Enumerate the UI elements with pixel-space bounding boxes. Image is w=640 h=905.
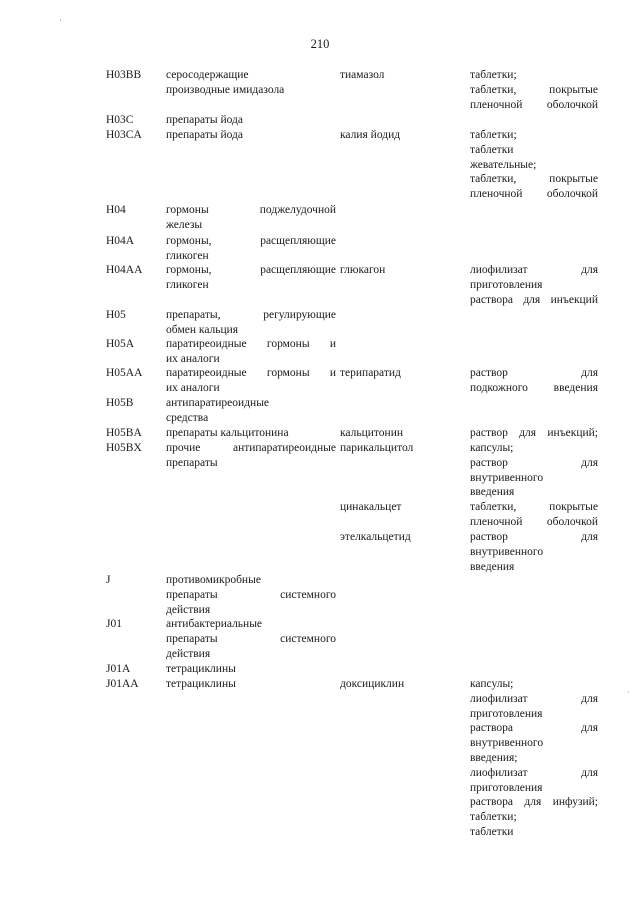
dosage-form-line-word: внутривенного [470, 545, 544, 558]
dosage-form-line-word: раствора [470, 722, 513, 735]
anatomical-therapeutic-group [166, 573, 336, 617]
page-number: 210 [310, 37, 330, 51]
dosage-form-line [470, 781, 598, 796]
dosage-form-line-word: таблетки [470, 143, 514, 156]
dosage-form-line-word: введения [470, 486, 515, 499]
dosage-form-line-word: введения [470, 560, 515, 573]
dosage-form-line-word: жевательные; [470, 158, 537, 171]
dosage-form-line [470, 68, 598, 83]
dosage-form-line-word: для [581, 766, 598, 779]
group-line: препараты йода [166, 129, 243, 141]
drug-line: парикальцитол [340, 442, 414, 454]
dosage-form-line [470, 707, 598, 722]
drug-line: терипаратид [340, 367, 401, 379]
dosage-form-line-word: лиофилизат [470, 264, 528, 276]
dosage-forms [470, 263, 598, 307]
group-line-word: препараты [166, 632, 218, 645]
anatomical-therapeutic-group [166, 337, 336, 367]
group-line [166, 366, 336, 381]
dosage-form-line [470, 366, 598, 381]
table-row [106, 530, 598, 573]
drug-line: калия йодид [340, 129, 401, 141]
anatomical-therapeutic-group [166, 113, 336, 128]
dosage-form-line [470, 825, 598, 840]
anatomical-therapeutic-group [166, 263, 336, 293]
dosage-form-line-word: таблетки [470, 825, 514, 838]
group-line: противомикробные [166, 574, 261, 586]
table-row [106, 203, 598, 234]
dosage-form-line-word: пленочной оболочкой [470, 98, 598, 111]
atc-code: H05B [106, 397, 134, 409]
group-line: гликоген [166, 249, 209, 262]
dosage-forms [470, 426, 598, 441]
drug-name [340, 677, 468, 692]
dosage-form-line-word: приготовления [470, 707, 543, 720]
dosage-form-line [470, 545, 598, 560]
table-row [106, 662, 598, 677]
dosage-form-line [470, 426, 598, 441]
dosage-form-line-word: для [581, 456, 598, 469]
table-row [106, 308, 598, 337]
group-line: препараты кальцитонина [166, 427, 289, 439]
dosage-form-line [470, 530, 598, 545]
table-row [106, 113, 598, 128]
atc-code: J [106, 574, 111, 586]
dosage-form-line-word: покрытые [549, 83, 598, 96]
anatomical-therapeutic-group [166, 662, 336, 677]
dosage-forms [470, 128, 598, 202]
table-row [106, 337, 598, 366]
dosage-form-line [470, 441, 598, 456]
group-line-word: системного [280, 632, 336, 645]
group-line: тетрациклины [166, 678, 236, 690]
drug-line: кальцитонин [340, 427, 403, 439]
group-line-word: поджелудочной [259, 204, 336, 216]
dosage-form-line-word: таблетки, [470, 83, 517, 96]
atc-code: H04 [106, 204, 126, 216]
group-line: препараты йода [166, 114, 243, 126]
dosage-form-line-word: таблетки, [470, 173, 517, 186]
dosage-form-line-word: подкожного введения [470, 381, 598, 394]
group-line [166, 308, 336, 323]
group-line: тетрациклины [166, 663, 236, 675]
anatomical-therapeutic-group [166, 234, 336, 264]
table-row [106, 500, 598, 530]
drug-line: тиамазол [340, 69, 385, 81]
group-line: антипаратиреоидные [166, 397, 270, 409]
group-line [166, 441, 336, 456]
dosage-form-line-word: таблетки; [470, 129, 517, 141]
dosage-form-line-word: пленочной оболочкой [470, 188, 598, 201]
dosage-form-line-word: для [581, 722, 598, 735]
anatomical-therapeutic-group [166, 128, 336, 143]
dosage-form-line-word: для [581, 531, 598, 543]
dosage-form-line-word: капсулы; [470, 678, 514, 690]
drug-line: этелкальцетид [340, 531, 411, 543]
dosage-form-line [470, 456, 598, 471]
group-line [166, 203, 336, 218]
dosage-forms [470, 677, 598, 840]
table-row [106, 677, 598, 847]
group-line-word: антипаратиреоидные [232, 442, 336, 454]
atc-code: H03C [106, 114, 134, 126]
table-row [106, 263, 598, 308]
dosage-form-line [470, 381, 598, 396]
dosage-form-line [470, 810, 598, 825]
drug-name [340, 128, 468, 143]
drug-name [340, 500, 468, 515]
dosage-form-line-word: для [581, 367, 598, 379]
atc-code: H05A [106, 338, 135, 350]
group-line-word: регулирующие [263, 309, 336, 321]
dosage-form-line [470, 143, 598, 158]
dosage-form-line [470, 500, 598, 515]
dosage-form-line-word: покрытые [549, 501, 598, 513]
group-line-word: гормоны, [166, 264, 212, 276]
atc-code: H04AA [106, 264, 143, 276]
group-line-word: расщепляющие [260, 264, 336, 276]
dosage-form-line [470, 83, 598, 98]
anatomical-therapeutic-group [166, 426, 336, 441]
dosage-form-line-word: покрытые [549, 173, 598, 186]
atc-code: H04A [106, 235, 135, 247]
drug-name [340, 263, 468, 278]
anatomical-therapeutic-group [166, 677, 336, 692]
table-row [106, 366, 598, 396]
drug-name [340, 366, 468, 381]
dosage-form-line-word: внутривенного [470, 737, 544, 750]
dosage-form-line-word: таблетки; [470, 69, 517, 81]
group-line-word: препараты [166, 588, 218, 601]
dosage-form-line [470, 158, 598, 173]
dosage-forms [470, 500, 598, 530]
atc-code: H03BB [106, 69, 142, 81]
dosage-form-line-word: раствор [470, 456, 508, 469]
drug-name [340, 426, 468, 441]
drug-name [340, 530, 468, 545]
dosage-form-line [470, 721, 598, 736]
dosage-form-line [470, 471, 598, 486]
dosage-form-line [470, 692, 598, 707]
group-line [166, 632, 336, 647]
dosage-form-line-word: раствор [470, 367, 508, 379]
group-line: антибактериальные [166, 618, 263, 630]
anatomical-therapeutic-group [166, 68, 336, 98]
group-line-word: гормоны [166, 204, 209, 216]
anatomical-therapeutic-group [166, 441, 336, 471]
atc-code: H05AA [106, 367, 143, 379]
group-line [166, 234, 336, 249]
dosage-form-line [470, 751, 598, 766]
dosage-form-line [470, 278, 598, 293]
anatomical-therapeutic-group [166, 308, 336, 338]
dosage-forms [470, 68, 598, 112]
drug-name [340, 441, 468, 456]
dosage-form-line [470, 766, 598, 781]
dosage-form-line-word: для [581, 264, 598, 276]
dosage-form-line [470, 293, 598, 308]
dosage-form-line [470, 98, 598, 113]
group-line: препараты [166, 456, 218, 469]
group-line [166, 263, 336, 278]
drug-line: цинакальцет [340, 501, 402, 513]
dosage-forms [470, 530, 598, 574]
anatomical-therapeutic-group [166, 366, 336, 396]
atc-code: J01AA [106, 678, 139, 690]
dosage-form-line-word: раствора для инфузий; [470, 796, 598, 809]
dosage-form-line-word: пленочной оболочкой [470, 515, 598, 528]
dosage-form-line-word: лиофилизат [470, 766, 528, 779]
dosage-form-line-word: введения; [470, 751, 518, 764]
anatomical-therapeutic-group [166, 203, 336, 233]
anatomical-therapeutic-group [166, 396, 336, 426]
dosage-form-line-word: приготовления [470, 278, 543, 291]
group-line: обмен кальция [166, 323, 239, 336]
table-row [106, 234, 598, 263]
table-row [106, 426, 598, 441]
dosage-forms [470, 366, 598, 396]
table-row [106, 128, 598, 203]
group-line-word: гормоны [266, 367, 310, 379]
drug-line: глюкагон [340, 264, 386, 276]
dosage-form-line [470, 263, 598, 278]
atc-code: H05 [106, 309, 126, 321]
dosage-form-line-word: таблетки; [470, 811, 517, 824]
dosage-form-line-word: для [581, 692, 598, 705]
dosage-form-line-word: раствор для инъекций; [470, 427, 598, 439]
drug-line: доксициклин [340, 678, 405, 690]
group-line: их аналоги [166, 352, 220, 365]
group-line-word: и [329, 367, 337, 379]
group-line-word: системного [280, 588, 336, 601]
anatomical-therapeutic-group [166, 617, 336, 661]
dosage-form-line-word: таблетки, [470, 501, 517, 513]
scan-margin-mark: ' [60, 18, 62, 27]
drug-name [340, 68, 468, 83]
dosage-form-line [470, 128, 598, 143]
group-line-word: и [329, 338, 337, 350]
group-line: серосодержащие [166, 69, 249, 81]
dosage-form-line-word: капсулы; [470, 442, 514, 454]
table-row [106, 617, 598, 662]
group-line: гликоген [166, 278, 209, 291]
group-line: производные имидазола [166, 83, 285, 96]
group-line: действия [166, 647, 211, 660]
group-line-word: препараты, [166, 309, 221, 321]
scan-margin-mark: · [627, 688, 630, 697]
group-line [166, 588, 336, 603]
drug-classification-table [106, 68, 598, 847]
atc-code: H03CA [106, 129, 142, 141]
group-line: их аналоги [166, 381, 220, 394]
dosage-form-line [470, 485, 598, 500]
dosage-form-line [470, 677, 598, 692]
dosage-form-line [470, 187, 598, 202]
table-row [106, 573, 598, 617]
dosage-form-line [470, 515, 598, 530]
atc-code: H05BX [106, 442, 142, 454]
dosage-forms [470, 441, 598, 500]
group-line-word: расщепляющие [260, 235, 336, 247]
dosage-form-line [470, 736, 598, 751]
group-line-word: прочие [166, 442, 201, 454]
atc-code: J01 [106, 618, 122, 630]
group-line-word: гормоны, [166, 235, 212, 247]
group-line: действия [166, 603, 211, 616]
dosage-form-line-word: внутривенного [470, 471, 544, 484]
table-row [106, 396, 598, 426]
dosage-form-line-word: лиофилизат [470, 692, 528, 705]
dosage-form-line-word: приготовления [470, 781, 543, 794]
atc-code: J01A [106, 663, 131, 675]
table-row [106, 441, 598, 500]
dosage-form-line [470, 172, 598, 187]
dosage-form-line [470, 795, 598, 810]
group-line-word: паратиреоидные [166, 338, 247, 350]
group-line-word: гормоны [266, 338, 310, 350]
group-line: средства [166, 411, 209, 424]
group-line-word: паратиреоидные [166, 367, 247, 379]
table-row [106, 68, 598, 113]
atc-code: H05BA [106, 427, 142, 439]
dosage-form-line-word: раствор [470, 531, 508, 543]
group-line: железы [166, 218, 203, 231]
group-line [166, 337, 336, 352]
dosage-form-line-word: раствора для инъекций [470, 293, 598, 306]
